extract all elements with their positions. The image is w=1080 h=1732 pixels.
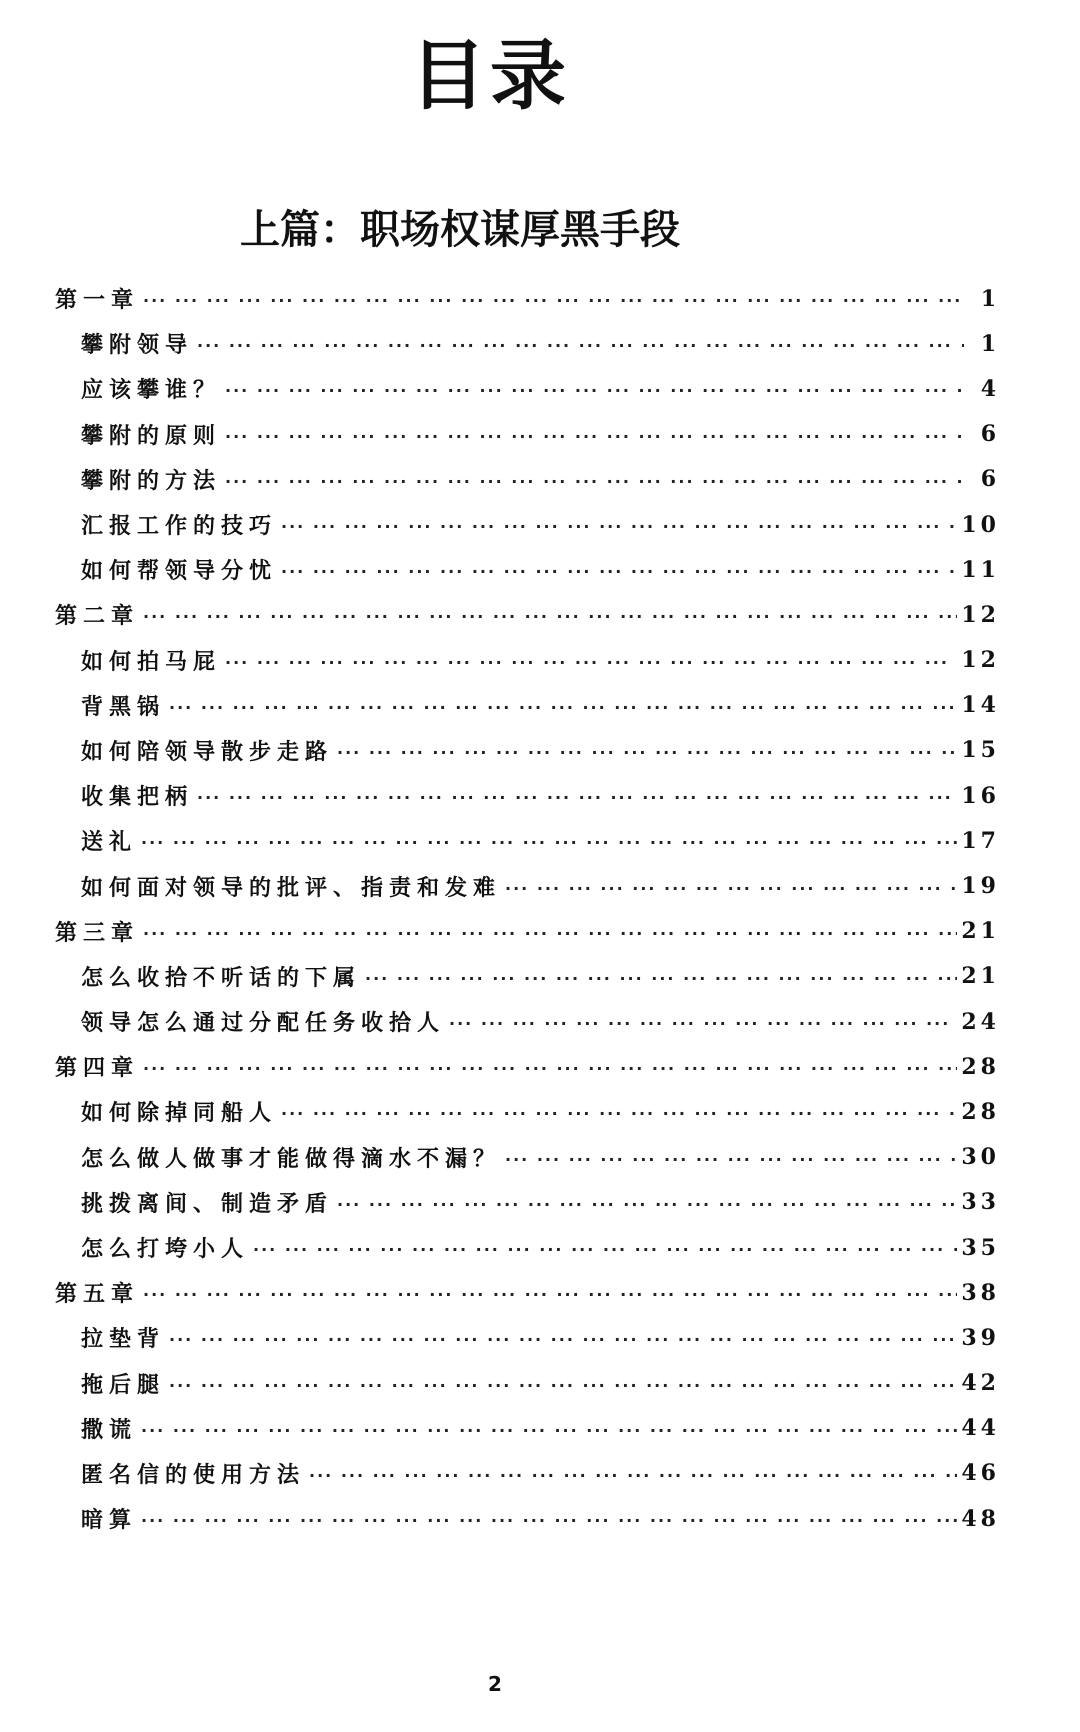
toc-leader-dots — [365, 969, 957, 988]
toc-leader-dots — [253, 1240, 957, 1259]
toc-entry-page: 14 — [961, 692, 1000, 719]
toc-entry-page: 44 — [961, 1415, 1000, 1442]
toc-entry[interactable] — [55, 1225, 1000, 1270]
toc-leader-dots — [143, 924, 957, 943]
toc-entry-label: 怎么收拾不听话的下属 — [81, 965, 362, 991]
toc-entry[interactable] — [55, 1270, 1000, 1315]
toc-entry-label: 应该攀谁？ — [81, 378, 222, 404]
toc-leader-dots — [449, 1014, 957, 1033]
main-title: 目录 — [410, 31, 570, 120]
toc-entry-label: 拖后腿 — [81, 1372, 166, 1398]
toc-entry-page: 30 — [961, 1144, 1000, 1171]
toc-leader-dots — [169, 1376, 957, 1395]
toc-leader-dots — [225, 472, 964, 491]
toc-entry-label: 第四章 — [55, 1056, 140, 1082]
toc-entry-label: 领导怎么通过分配任务收拾人 — [81, 1011, 446, 1037]
toc-leader-dots — [169, 698, 957, 717]
toc-entry-page: 28 — [961, 1098, 1000, 1125]
toc-entry-label: 攀附的方法 — [81, 468, 222, 494]
toc-entry-page: 11 — [961, 556, 1000, 583]
toc-entry-label: 匿名信的使用方法 — [81, 1462, 306, 1488]
toc-entry-page: 28 — [961, 1053, 1000, 1080]
toc-leader-dots — [505, 1150, 957, 1169]
toc-entry[interactable] — [55, 592, 1000, 637]
toc-entry-label: 第三章 — [55, 920, 140, 946]
toc-entry[interactable] — [55, 999, 1000, 1044]
toc-entry-label: 攀附领导 — [81, 333, 194, 359]
toc-entry[interactable] — [55, 863, 1000, 908]
toc-leader-dots — [197, 336, 964, 355]
toc-leader-dots — [225, 427, 964, 446]
section-title: 上篇：职场权谋厚黑手段 — [240, 207, 680, 253]
toc-entry-page: 42 — [961, 1370, 1000, 1397]
toc-entry-page: 12 — [961, 647, 1000, 674]
toc-leader-dots — [169, 1330, 957, 1349]
toc-entry-page: 12 — [961, 601, 1000, 628]
toc-entry[interactable] — [55, 818, 1000, 863]
toc-entry[interactable] — [55, 683, 1000, 728]
toc-leader-dots — [143, 1059, 957, 1078]
toc-leader-dots — [505, 879, 957, 898]
toc-entry[interactable] — [55, 1044, 1000, 1089]
toc-entry-label: 第二章 — [55, 604, 140, 630]
toc-entry[interactable] — [55, 728, 1000, 773]
toc-entry-page: 39 — [961, 1324, 1000, 1351]
toc-entry-page: 21 — [961, 963, 1000, 990]
toc-leader-dots — [337, 1195, 957, 1214]
toc-entry[interactable] — [55, 1315, 1000, 1360]
toc-entry-label: 攀附的原则 — [81, 423, 222, 449]
toc-entry-page: 35 — [961, 1234, 1000, 1261]
toc-leader-dots — [225, 653, 957, 672]
toc-entry-label: 背黑锅 — [81, 694, 166, 720]
toc-leader-dots — [225, 381, 964, 400]
toc-entry-label: 如何面对领导的批评、指责和发难 — [81, 875, 502, 901]
toc-entry[interactable] — [55, 276, 1000, 321]
toc-entry-label: 第一章 — [55, 288, 140, 314]
toc-entry-label: 送礼 — [81, 830, 138, 856]
toc-entry-page: 21 — [961, 918, 1000, 945]
toc-leader-dots — [141, 1511, 957, 1530]
toc-entry[interactable] — [55, 1135, 1000, 1180]
toc-entry[interactable] — [55, 638, 1000, 683]
toc-entry-label: 怎么打垮小人 — [81, 1237, 250, 1263]
toc-entry[interactable] — [55, 909, 1000, 954]
toc-entry-page: 6 — [980, 466, 1000, 493]
toc-entry-page: 10 — [961, 511, 1000, 538]
toc-entry[interactable] — [55, 457, 1000, 502]
toc-entry-page: 38 — [961, 1279, 1000, 1306]
toc-entry-page: 6 — [980, 421, 1000, 448]
toc-entry-label: 汇报工作的技巧 — [81, 514, 278, 540]
toc-entry-label: 如何陪领导散步走路 — [81, 739, 334, 765]
toc-leader-dots — [197, 788, 957, 807]
toc-entry[interactable] — [55, 954, 1000, 999]
toc-entry-page: 19 — [961, 873, 1000, 900]
toc-leader-dots — [143, 291, 964, 310]
toc-entry-page: 48 — [961, 1505, 1000, 1532]
toc-leader-dots — [281, 1104, 957, 1123]
toc-leader-dots — [281, 562, 957, 581]
toc-entry-page: 33 — [961, 1189, 1000, 1216]
toc-leader-dots — [337, 743, 957, 762]
toc-entry[interactable] — [55, 1180, 1000, 1225]
toc-entry[interactable] — [55, 547, 1000, 592]
toc-leader-dots — [143, 607, 957, 626]
toc-entry-label: 收集把柄 — [81, 785, 194, 811]
toc-entry-page: 16 — [961, 782, 1000, 809]
toc-entry[interactable] — [55, 1089, 1000, 1134]
toc-entry[interactable] — [55, 1496, 1000, 1541]
toc-entry-page: 17 — [961, 827, 1000, 854]
toc-entry-page: 1 — [980, 285, 1000, 312]
toc-entry-label: 挑拨离间、制造矛盾 — [81, 1191, 334, 1217]
toc-entry[interactable] — [55, 366, 1000, 411]
toc-entry[interactable] — [55, 773, 1000, 818]
toc-entry-label: 如何拍马屁 — [81, 649, 222, 675]
toc-entry[interactable] — [55, 1451, 1000, 1496]
toc-entry[interactable] — [55, 502, 1000, 547]
toc-entry-label: 怎么做人做事才能做得滴水不漏？ — [81, 1146, 502, 1172]
toc-entry[interactable] — [55, 321, 1000, 366]
toc-leader-dots — [141, 833, 957, 852]
toc-entry-label: 撒谎 — [81, 1417, 138, 1443]
toc-entry-page: 46 — [961, 1460, 1000, 1487]
toc-entry-label: 第五章 — [55, 1282, 140, 1308]
toc-entry-label: 拉垫背 — [81, 1327, 166, 1353]
page-number: 2 — [488, 1672, 502, 1696]
toc-entry-page: 24 — [961, 1008, 1000, 1035]
toc-leader-dots — [143, 1285, 957, 1304]
toc-entry-page: 1 — [980, 330, 1000, 357]
toc-entry-label: 如何帮领导分忧 — [81, 559, 278, 585]
toc-entry-page: 4 — [980, 375, 1000, 402]
table-of-contents — [55, 276, 1000, 1541]
toc-entry-page: 15 — [961, 737, 1000, 764]
toc-entry-label: 暗算 — [81, 1508, 138, 1534]
toc-entry[interactable] — [55, 1361, 1000, 1406]
toc-entry-label: 如何除掉同船人 — [81, 1101, 278, 1127]
toc-leader-dots — [141, 1421, 957, 1440]
toc-entry[interactable] — [55, 1406, 1000, 1451]
toc-entry[interactable] — [55, 412, 1000, 457]
toc-leader-dots — [309, 1466, 957, 1485]
toc-leader-dots — [281, 517, 957, 536]
